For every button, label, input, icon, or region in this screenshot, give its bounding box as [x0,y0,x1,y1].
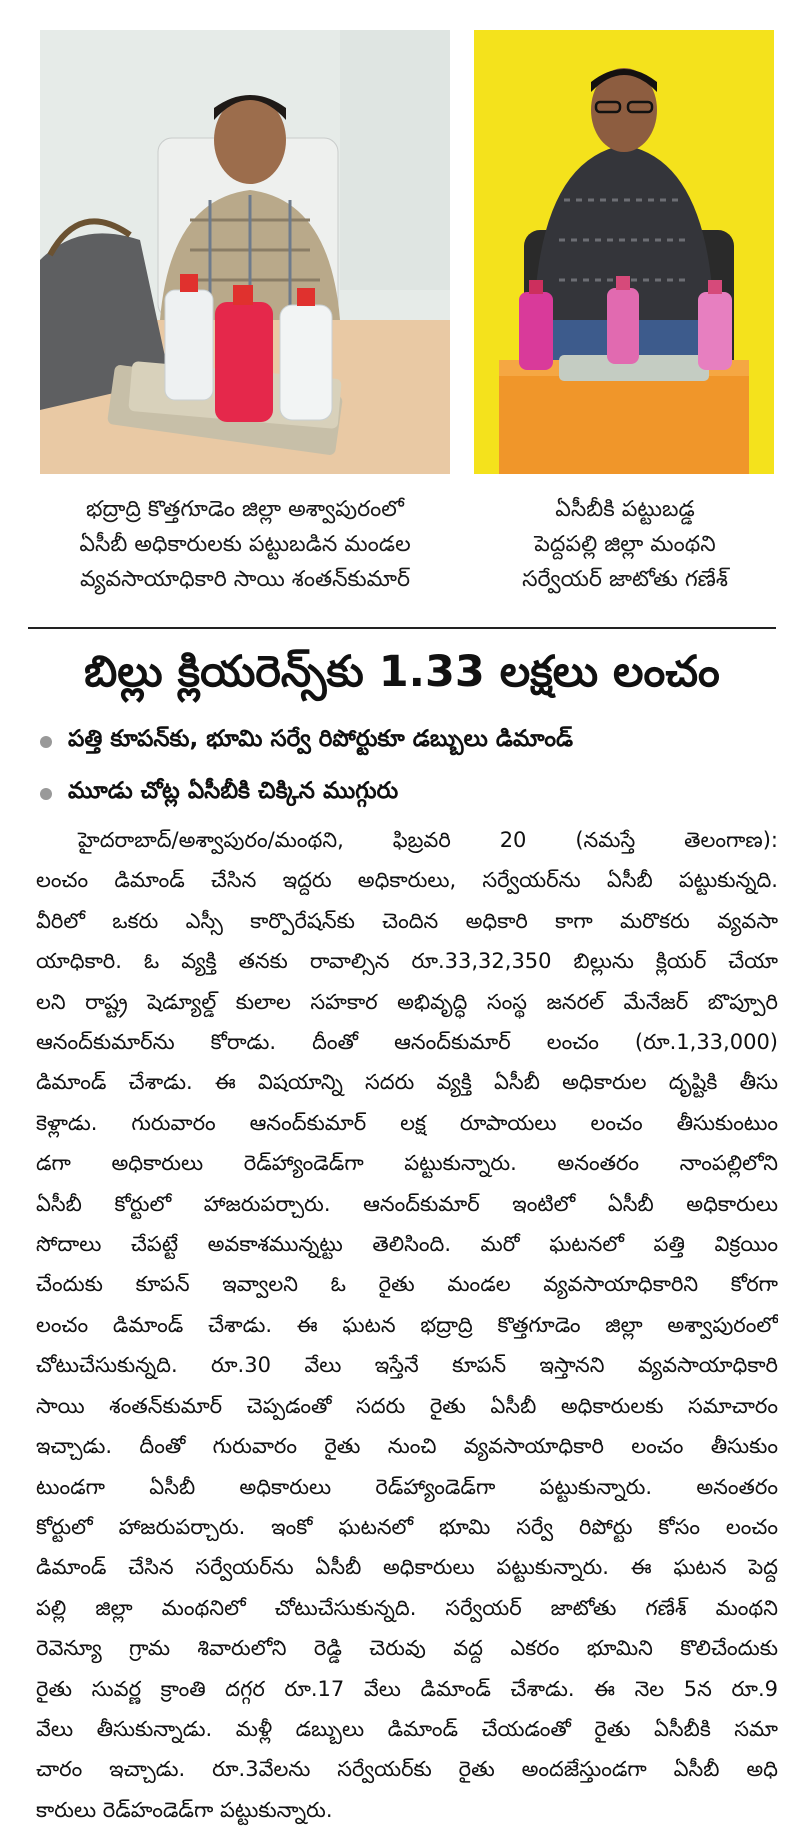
caption-right-line: పెద్దపల్లి జిల్లా మంథని [534,532,716,557]
subheadline-bullets [40,716,780,820]
caption-right-line: ఏసీబీకి పట్టుబడ్డ [555,497,695,522]
photo-surveyor-right-image [474,30,774,474]
caption-left-line: ఏసీబీ అధికారులకు పట్టుబడిన మండల [79,532,411,557]
body-line: సాయి శంతన్‌కుమార్ చెప్పడంతో సదరు రైతు ఏసీబీ అధికారులకు సమాచారం [36,1393,778,1418]
body-line: పల్లి జిల్లా మంథనిలో చోటుచేసుకున్నది. సర్వేయర్ జాటోతు గణేశ్ మంథని [36,1595,778,1620]
section-divider [28,627,776,629]
body-line: వేలు తీసుకున్నాడు. మళ్లీ డబ్బులు డిమాండ్ చేయడంతో రైతు ఏసీబీకి సమా [36,1716,778,1741]
body-line: చోటుచేసుకున్నది. రూ.30 వేలు ఇస్తేనే కూపన్ ఇస్తానని వ్యవసాయాధికారి [36,1353,778,1378]
body-line: ఆనంద్‌కుమార్‌ను కోరాడు. దీంతో ఆనంద్‌కుమార్ లంచం (రూ.1,33,000) [36,1030,778,1055]
headline: బిల్లు క్లియరెన్స్‌కు 1.33 లక్షలు లంచం [84,647,720,697]
body-line: కెళ్లాడు. గురువారం ఆనంద్‌కుమార్ లక్ష రూపాయలు లంచం తీసుకుంటుం [36,1110,778,1135]
caption-right-line: సర్వేయర్ జాటోతు గణేశ్ [522,567,728,592]
body-line: సోదాలు చేపట్టే అవకాశమున్నట్టు తెలిసింది. మరో ఘటనలో పత్తి విక్రయిం [36,1232,778,1257]
body-line: లని రాష్ట్ర షెడ్యూల్డ్ కులాల సహకార అభివృద్ధి సంస్థ జనరల్ మేనేజర్ బొప్పూరి [36,989,778,1014]
body-line: కారులు రెడ్‌హండెడ్‌గా పట్టుకున్నారు. [36,1797,333,1822]
bullet-item [40,716,780,768]
bullet-dot-icon [40,788,52,800]
body-line: టుండగా ఏసీబీ అధికారులు రెడ్‌హ్యాండెడ్‌గా పట్టుకున్నారు. అనంతరం [36,1474,778,1499]
caption-left-line: వ్యవసాయాధికారి సాయి శంతన్‌కుమార్ [79,567,411,592]
body-line: లంచం డిమాండ్ చేసిన ఇద్దరు అధికారులు, సర్వేయర్‌ను ఏసీబీ పట్టుకున్నది. [36,868,778,893]
caption-right [470,492,780,597]
photo-officer-left [40,30,450,474]
body-line: చేందుకు కూపన్ ఇవ్వాలని ఓ రైతు మండల వ్యవసాయాధికారిని కోరగా [36,1272,778,1297]
body-line: ఇచ్చాడు. దీంతో గురువారం రైతు నుంచి వ్యవసాయాధికారి లంచం తీసుకుం [36,1434,778,1459]
article-body [36,820,778,1830]
body-line: యాధికారి. ఓ వ్యక్తి తనకు రావాల్సిన రూ.33,32,350 బిల్లును క్లియర్ చేయా [36,949,778,974]
bullet-item [40,768,780,820]
body-line: లంచం డిమాండ్ చేశాడు. ఈ ఘటన భద్రాద్రి కొత్తగూడెం జిల్లా అశ్వాపురంలో [36,1312,778,1337]
bullet-text: పత్తి కూపన్‌కు, భూమి సర్వే రిపోర్టుకూ డబ్బులు డిమాండ్ [68,726,574,752]
body-line: ఏసీబీ కోర్టులో హాజరుపర్చారు. ఆనంద్‌కుమార్ ఇంటిలో ఏసీబీ అధికారులు [36,1191,778,1216]
body-line: హైదరాబాద్/అశ్వాపురం/మంథని, ఫిబ్రవరి 20 (నమస్తే తెలంగాణ): [78,828,778,852]
body-line: చారం ఇచ్చాడు. రూ.3వేలను సర్వేయర్‌కు రైతు అందజేస్తుండగా ఏసీబీ అధి [36,1757,778,1782]
caption-left [30,492,460,597]
body-line: వీరిలో ఒకరు ఎస్సీ కార్పొరేషన్‌కు చెందిన అధికారి కాగా మరొకరు వ్యవసా [36,908,778,933]
bullet-dot-icon [40,736,52,748]
photo-officer-left-image [40,30,450,474]
body-line: డగా అధికారులు రెడ్‌హ్యాండెడ్‌గా పట్టుకున్నారు. అనంతరం నాంపల్లిలోని [36,1151,778,1176]
body-line: డిమాండ్ చేశాడు. ఈ విషయాన్ని సదరు వ్యక్తి ఏసీబీ అధికారుల దృష్టికి తీసు [36,1070,778,1095]
body-line: డిమాండ్ చేసిన సర్వేయర్‌ను ఏసీబీ అధికారులు పట్టుకున్నారు. ఈ ఘటన పెద్ద [36,1555,778,1580]
caption-left-line: భద్రాద్రి కొత్తగూడెం జిల్లా అశ్వాపురంలో [86,497,404,522]
photo-surveyor-right [474,30,774,474]
body-line: రెవెన్యూ గ్రామ శివారులోని రెడ్డి చెరువు వద్ద ఎకరం భూమిని కొలిచేందుకు [36,1636,778,1661]
bullet-text: మూడు చోట్ల ఏసీబీకి చిక్కిన ముగ్గురు [68,778,399,804]
body-line: రైతు సువర్ణ క్రాంతి దగ్గర రూ.17 వేలు డిమాండ్ చేశాడు. ఈ నెల 5న రూ.9 [36,1676,778,1701]
body-line: కోర్టులో హాజరుపర్చారు. ఇంకో ఘటనలో భూమి సర్వే రిపోర్టు కోసం లంచం [36,1514,778,1539]
